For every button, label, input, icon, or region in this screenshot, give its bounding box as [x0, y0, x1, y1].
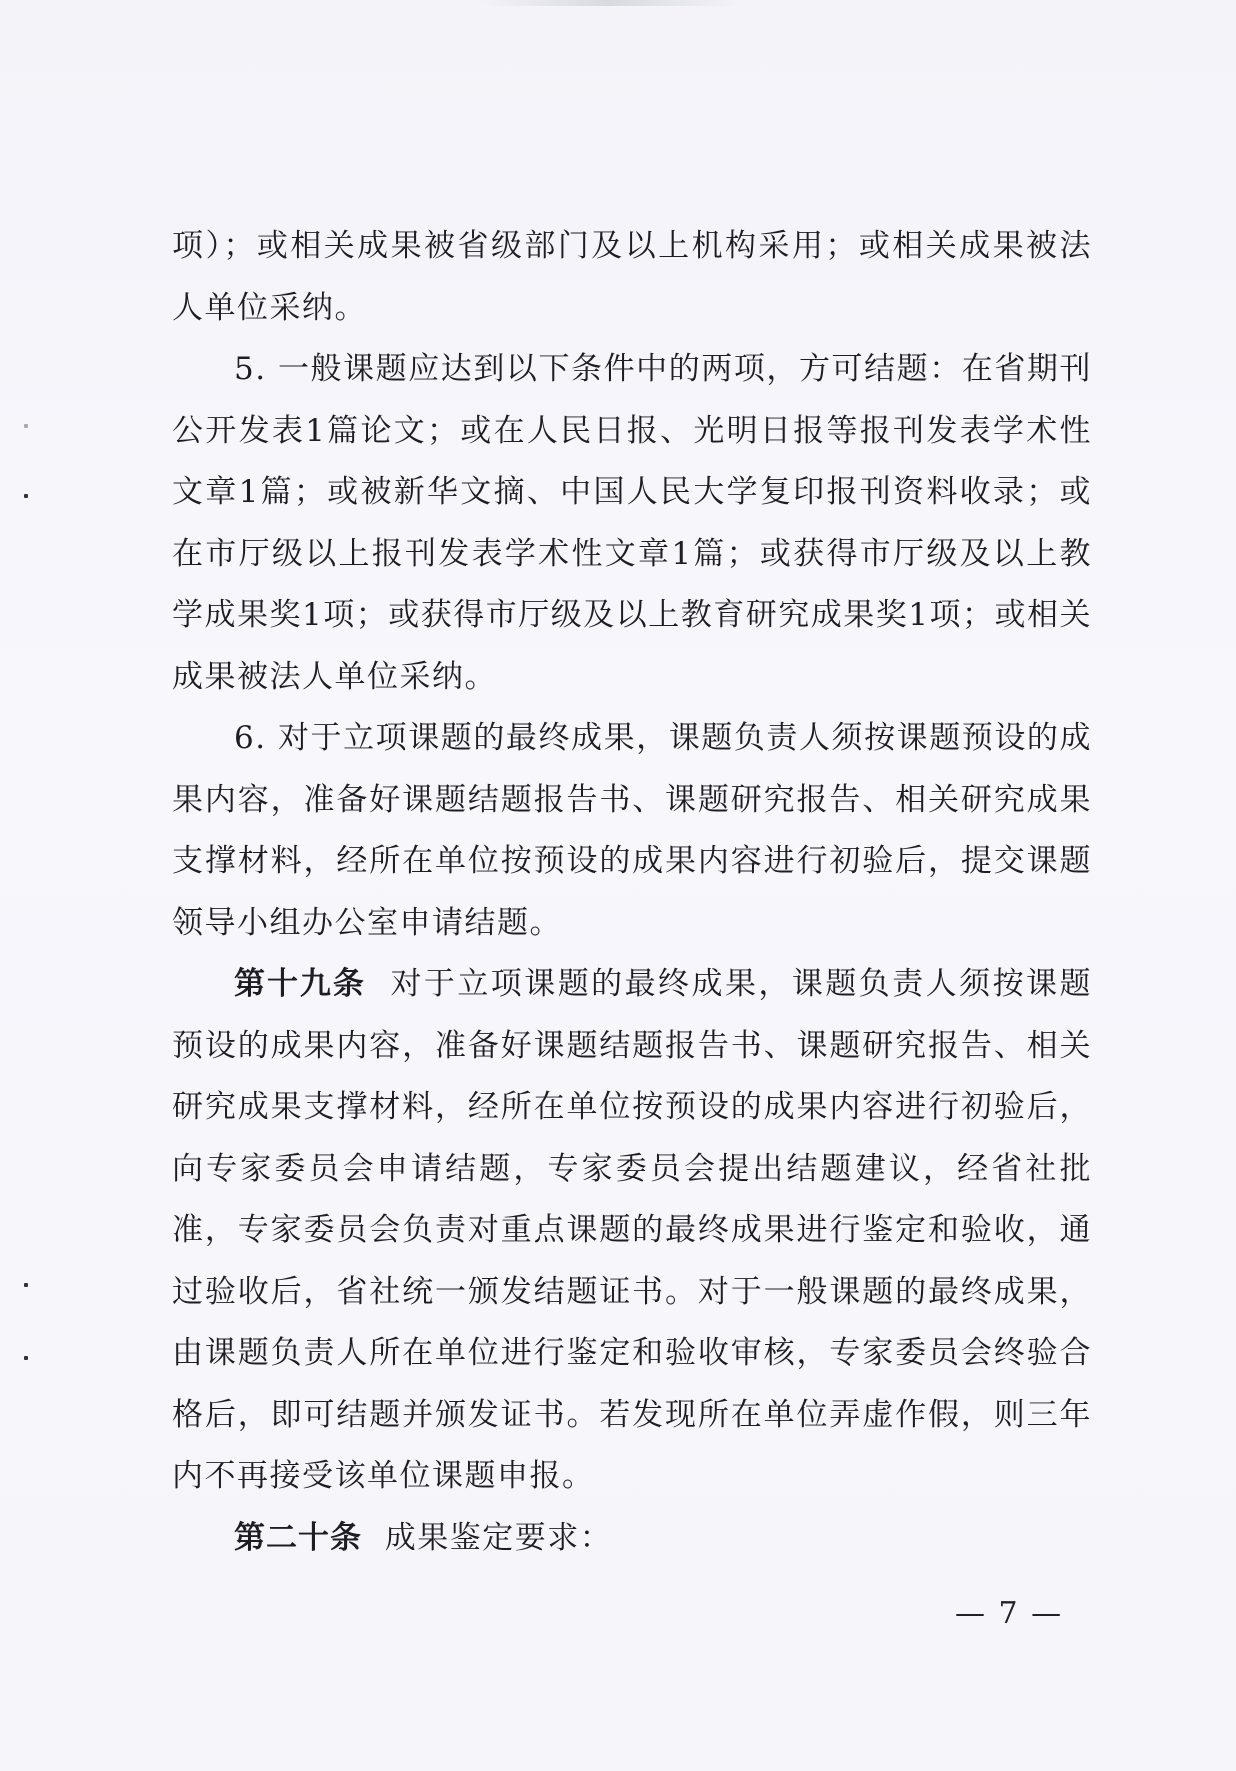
article-19-text: 对于立项课题的最终成果，课题负责人须按课题预设的成果内容，准备好课题结题报告书、课题研究报告、相关研究成果支撑材料，经所在单位按预设的成果内容进行初验后，向专家委员会申请结题，专家委员会提出结题建议，经省社批准，专家委员会负责对重点课题的最终成果进行鉴定和验收，通过验收后，省社统一颁发结题证书。对于一般课题的最终成果，由课题负责人所在单位进行鉴定和验收审核，专家委员会终验合格后，即可结题并颁发证书。若发现所在单位弄虚作假，则三年内不再接受该单位课题申报。 [172, 966, 1092, 1494]
scan-dot [24, 1356, 28, 1360]
scan-dot [24, 494, 28, 498]
article-19-heading: 第十九条 [234, 966, 366, 1002]
paragraph-continuation: 项）；或相关成果被省级部门及以上机构采用；或相关成果被法人单位采纳。 [172, 228, 1092, 326]
scan-artifact [480, 0, 740, 6]
page-number: — 7 — [955, 1596, 1064, 1631]
scan-dot [24, 424, 28, 428]
article-20 [172, 1508, 1092, 1570]
article-20-text: 成果鉴定要求： [384, 1519, 613, 1556]
paragraph-item-5: 5. 一般课题应达到以下条件中的两项，方可结题：在省期刊公开发表1篇论文；或在人民日报、光明日报等报刊发表学术性文章1篇；或被新华文摘、中国人民大学复印报刊资料收录；或在市厅级以上报刊发表学术性文章1篇；或获得市厅级及以上教学成果奖1项；或获得市厅级及以上教育研究成果奖1项；或相关成果被法人单位采纳。 [172, 351, 1092, 695]
paragraph-item-6: 6. 对于立项课题的最终成果，课题负责人须按课题预设的成果内容，准备好课题结题报告书、课题研究报告、相关研究成果支撑材料，经所在单位按预设的成果内容进行初验后，提交课题领导小组办公室申请结题。 [172, 720, 1092, 941]
document-body [172, 216, 1092, 1569]
article-20-heading: 第二十条 [234, 1519, 362, 1556]
scan-dot [24, 1283, 28, 1287]
article-19 [172, 954, 1092, 1508]
